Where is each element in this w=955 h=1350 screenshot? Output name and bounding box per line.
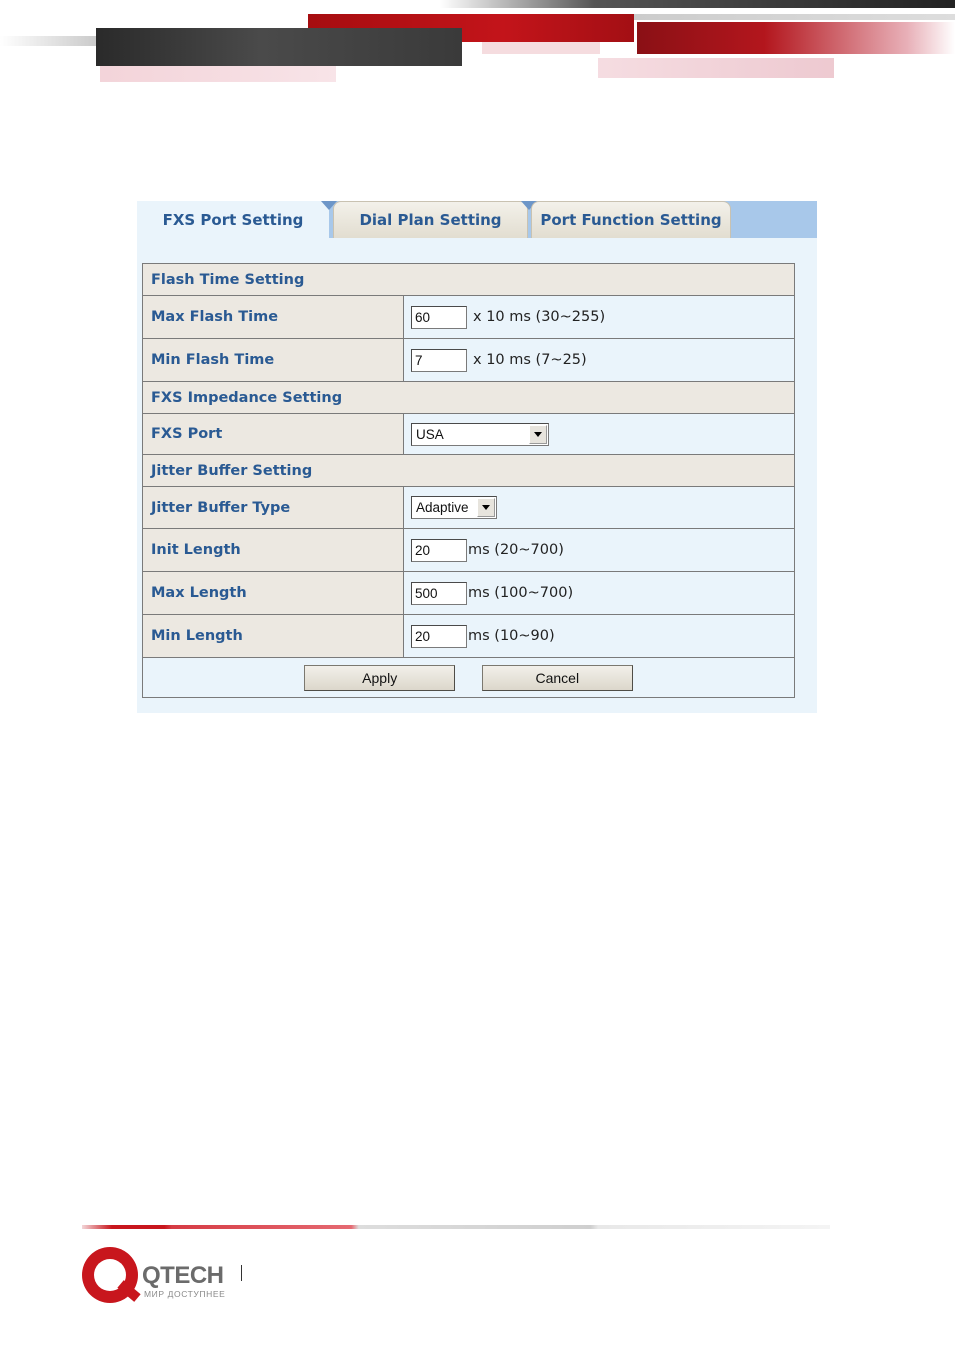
unit-text: x 10 ms (30~255) [473,309,606,325]
init-length-input[interactable]: 20 [411,539,467,562]
max-length-input[interactable]: 500 [411,582,467,605]
max-flash-time-input[interactable]: 60 [411,306,467,329]
field-label: Max Flash Time [143,296,404,339]
unit-text: ms (20~700) [468,542,564,558]
tab-dial-plan-setting[interactable] [333,201,528,238]
tab-label: FXS Port Setting [162,210,304,229]
brand-tagline: МИР ДОСТУПНЕЕ [144,1289,226,1299]
chevron-down-icon[interactable] [529,425,547,444]
field-label: Min Flash Time [143,339,404,382]
fxs-port-select[interactable] [411,423,549,446]
min-length-input[interactable]: 20 [411,625,467,648]
row-fxs-port [143,414,795,455]
chevron-down-icon[interactable] [477,498,495,517]
cancel-button[interactable]: Cancel [482,665,633,691]
brand-name: QTECH [142,1262,224,1289]
selected-value: USA [416,426,444,442]
row-jitter-buffer-type [143,487,795,529]
unit-text: ms (100~700) [468,585,574,601]
tab-label: Port Function Setting [540,211,722,229]
section-title: Jitter Buffer Setting [143,455,795,487]
footer-divider [82,1225,830,1229]
section-header-jitter [143,455,795,487]
field-label: FXS Port [143,414,404,455]
field-label: Min Length [143,615,404,658]
field-label: Jitter Buffer Type [143,487,404,529]
min-flash-time-input[interactable]: 7 [411,349,467,372]
row-init-length [143,529,795,572]
section-header-flash [143,264,795,296]
row-max-length [143,572,795,615]
header-banner [0,0,955,150]
apply-button[interactable]: Apply [304,665,455,691]
row-min-length [143,615,795,658]
selected-value: Adaptive [416,500,469,515]
jitter-buffer-type-select[interactable] [411,496,497,519]
field-label: Max Length [143,572,404,615]
tab-port-function-setting[interactable] [531,201,731,238]
settings-table [142,263,795,698]
tab-label: Dial Plan Setting [359,211,502,229]
unit-text: x 10 ms (7~25) [473,352,587,368]
unit-text: ms (10~90) [468,628,555,644]
tab-fxs-port-setting[interactable] [137,201,329,238]
tab-bar [137,201,817,238]
field-label: Init Length [143,529,404,572]
footer-separator [241,1265,242,1281]
row-max-flash-time [143,296,795,339]
fxs-settings-panel [137,201,817,713]
section-header-impedance [143,382,795,414]
section-title: FXS Impedance Setting [143,382,795,414]
row-min-flash-time [143,339,795,382]
button-row [143,658,795,698]
section-title: Flash Time Setting [143,264,795,296]
